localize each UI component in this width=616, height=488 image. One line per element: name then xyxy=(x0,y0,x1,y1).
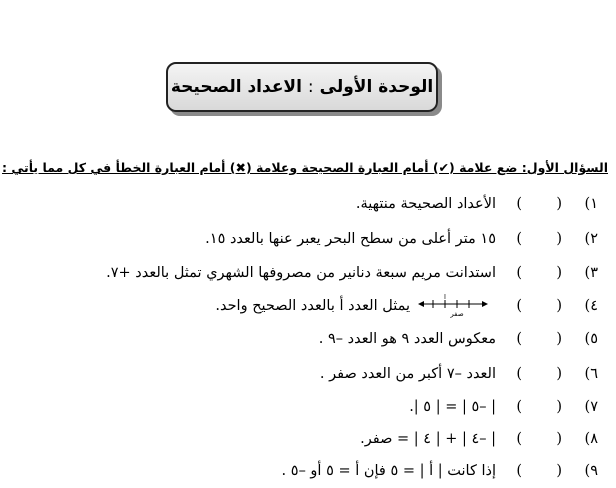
answer-close-paren: ) xyxy=(516,298,522,314)
answer-open-paren[interactable]: ( xyxy=(556,366,562,382)
answer-open-paren[interactable]: ( xyxy=(556,298,562,314)
answer-close-paren: ) xyxy=(516,231,522,247)
statement-8 xyxy=(18,427,598,451)
answer-open-paren[interactable]: ( xyxy=(556,196,562,212)
statement-text: ١٥ متر أعلى من سطح البحر يعبر عنها بالعدد ١٥. xyxy=(205,231,496,247)
number-line-zero-label: صفر xyxy=(450,310,464,318)
item-number: ٨) xyxy=(584,431,598,447)
answer-open-paren[interactable]: ( xyxy=(556,331,562,347)
item-number: ٦) xyxy=(584,366,598,382)
item-number: ٥) xyxy=(584,331,598,347)
statement-9 xyxy=(18,459,598,483)
statement-text: الأعداد الصحيحة منتهية. xyxy=(355,196,496,212)
statement-7 xyxy=(18,395,598,419)
statement-5 xyxy=(18,327,598,351)
statement-text: العدد –٧ أكبر من العدد صفر . xyxy=(319,366,496,382)
statement-6 xyxy=(18,362,598,386)
answer-close-paren: ) xyxy=(516,366,522,382)
statement-text xyxy=(215,294,496,318)
answer-close-paren: ) xyxy=(516,431,522,447)
number-line-diagram xyxy=(418,294,488,318)
number-line-point-label: أ xyxy=(444,294,446,301)
answer-close-paren: ) xyxy=(516,463,522,479)
item-number: ١) xyxy=(584,196,598,212)
statement-text: استدانت مريم سبعة دنانير من مصروفها الشهري تمثل بالعدد +٧. xyxy=(106,265,496,281)
answer-open-paren[interactable]: ( xyxy=(556,231,562,247)
item-number: ٤) xyxy=(584,298,598,314)
topic-label: الاعداد الصحيحة xyxy=(170,77,302,97)
answer-close-paren: ) xyxy=(516,265,522,281)
statement-4 xyxy=(18,294,598,318)
item-number: ٧) xyxy=(584,399,598,415)
answer-close-paren: ) xyxy=(516,399,522,415)
unit-label: الوحدة الأولى xyxy=(319,77,434,97)
item-number: ٩) xyxy=(584,463,598,479)
statement-3 xyxy=(18,261,598,285)
item-number: ٢) xyxy=(584,231,598,247)
statement-text-tail: يمثل العدد أ بالعدد الصحيح واحد. xyxy=(215,298,410,314)
statement-text: معكوس العدد ٩ هو العدد –٩ . xyxy=(318,331,496,347)
statement-text: إذا كانت | أ | = ٥ فإن أ = ٥ أو –٥ . xyxy=(281,463,496,479)
unit-title-box xyxy=(166,62,438,112)
question-heading: السؤال الأول: ضع علامة (✔) أمام العبارة الصحيحة وعلامة (✖) أمام العبارة الخطأ في كل مما يأتي : xyxy=(2,160,608,175)
statement-1 xyxy=(18,192,598,216)
statement-2 xyxy=(18,227,598,251)
answer-open-paren[interactable]: ( xyxy=(556,265,562,281)
title-separator: : xyxy=(307,77,314,97)
statement-text: | –٥ | = | ٥ |. xyxy=(409,399,496,415)
answer-open-paren[interactable]: ( xyxy=(556,463,562,479)
answer-close-paren: ) xyxy=(516,196,522,212)
answer-open-paren[interactable]: ( xyxy=(556,431,562,447)
item-number: ٣) xyxy=(584,265,598,281)
answer-close-paren: ) xyxy=(516,331,522,347)
answer-open-paren[interactable]: ( xyxy=(556,399,562,415)
statement-text: | –٤ | + | ٤ | = صفر. xyxy=(360,431,496,447)
